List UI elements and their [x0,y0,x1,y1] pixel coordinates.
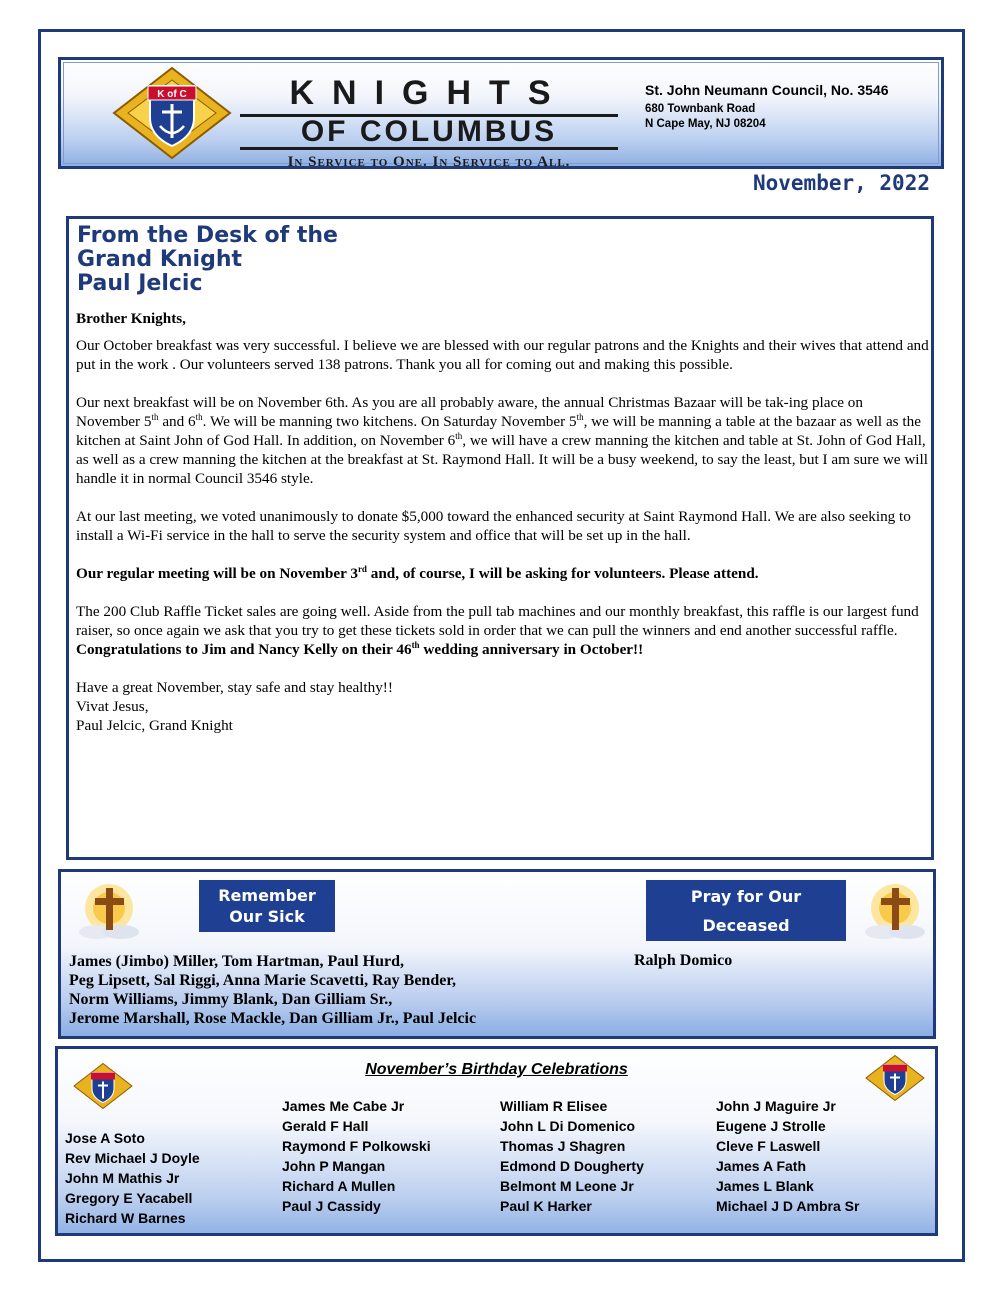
paragraph-5: The 200 Club Raffle Ticket sales are going well. Aside from the pull tab machines and our monthly breakfast, this raffle is our largest fund raiser, so once again we ask that you try to get these tickets sold in order that we can pull the winners and end another successful raffle. [76,603,919,639]
heading-line3: Paul Jelcic [77,271,203,296]
list-item: Cleve F Laswell [716,1138,821,1154]
list-item: Eugene J Strolle [716,1118,826,1134]
list-item: Michael J D Ambra Sr [716,1198,860,1214]
heading-line2: Grand Knight [77,247,242,272]
issue-date: November, 2022 [752,171,930,195]
paragraph-3: At our last meeting, we voted unanimously to donate $5,000 toward the enhanced security at Saint Raymond Hall. We are also seeking to install a Wi-Fi service in the hall to serve the security system and office that will be set up in the hall. [76,508,911,544]
address-line1: 680 Townbank Road [645,103,756,115]
list-item: Gerald F Hall [282,1118,369,1134]
list-item: James Me Cabe Jr [282,1098,405,1114]
list-item: Paul J Cassidy [282,1198,381,1214]
address-line2: N Cape May, NJ 08204 [645,118,766,130]
birthday-column-4 [716,1096,859,1216]
council-name: St. John Neumann Council, No. 3546 [645,82,889,98]
emblem-text: K of C [157,89,187,100]
sick-list: James (Jimbo) Miller, Tom Hartman, Paul Hurd, Peg Lipsett, Sal Riggi, Anna Marie Scavetti, Ray Bender, Norm Williams, Jimmy Blank, Dan Gilliam Sr., Jerome Marshall, Rose Mackle, Dan Gilliam Jr., Paul Jelcic [69,953,477,1027]
cross-sunburst-icon [73,878,145,942]
list-item: John J Maguire Jr [716,1098,836,1114]
wordmark-line2: OF COLUMBUS [240,114,618,150]
list-item: John M Mathis Jr [65,1170,180,1186]
birthday-section [55,1046,938,1236]
closing-signature: Paul Jelcic, Grand Knight [76,717,233,734]
list-item: Paul K Harker [500,1198,592,1214]
list-item: Jose A Soto [65,1130,145,1146]
birthday-title: November’s Birthday Celebrations [365,1061,628,1078]
sick-and-deceased-section [58,869,936,1039]
closing-line1: Have a great November, stay safe and stay healthy!! [76,679,393,696]
birthday-column-1 [65,1128,200,1228]
list-item: Thomas J Shagren [500,1138,626,1154]
birthday-column-3 [500,1096,644,1216]
list-item: Richard W Barnes [65,1210,186,1226]
list-item: James L Blank [716,1178,814,1194]
paragraph-4: Our regular meeting will be on November 3rd and, of course, I will be asking for volunteers. Please attend. [76,563,759,582]
list-item: Edmond D Dougherty [500,1158,644,1174]
letter-body [76,309,929,735]
letter-heading [77,224,338,296]
knights-of-columbus-emblem-icon [110,66,234,160]
list-item: John P Mangan [282,1158,386,1174]
closing-line2: Vivat Jesus, [76,698,149,715]
list-item: John L Di Domenico [500,1118,636,1134]
wordmark-line1: KNIGHTS [289,74,569,112]
pray-for-deceased-label: Pray for Our Deceased [646,880,846,941]
list-item: Gregory E Yacabell [65,1190,193,1206]
cross-sunburst-icon [859,878,931,942]
list-item: William R Elisee [500,1098,608,1114]
paragraph-2: Our next breakfast will be on November 6th. As you are all probably aware, the annual Christmas Bazaar will be tak-ing place on November 5th and 6th. We will be manning two kitchens. On Saturday November 5th, we will be manning a table at the bazaar as well as the kitchen at Saint John of God Hall. In addition, on November 6th, we will have a crew manning the kitchen and table at St. John of God Hall, as well as a crew manning the kitchen at the breakfast at St. Raymond Hall. It will be a busy weekend, to say the least, but I am sure we will handle it in normal Council 3546 style. [76,394,928,487]
paragraph-1: Our October breakfast was very successful. I believe we are blessed with our regular patrons and the Knights and their wives that attend and put in the work . Our volunteers served 138 patrons. Thank you all for coming out and making this possible. [76,337,929,373]
birthday-column-2 [282,1096,431,1216]
deceased-name: Ralph Domico [634,952,733,969]
org-wordmark [240,76,618,171]
list-item: James A Fath [716,1158,806,1174]
salutation: Brother Knights, [76,310,186,327]
heading-line1: From the Desk of the [77,223,338,248]
grand-knight-letter-box [66,216,934,860]
list-item: Belmont M Leone Jr [500,1178,634,1194]
tagline: In Service to One. In Service to All. [287,154,571,170]
council-info [645,82,888,132]
list-item: Rev Michael J Doyle [65,1150,200,1166]
remember-our-sick-label: Remember Our Sick [199,880,335,932]
list-item: Richard A Mullen [282,1178,396,1194]
list-item: Raymond F Polkowski [282,1138,431,1154]
paragraph-6: Congratulations to Jim and Nancy Kelly on their 46th wedding anniversary in October!! [76,639,644,658]
